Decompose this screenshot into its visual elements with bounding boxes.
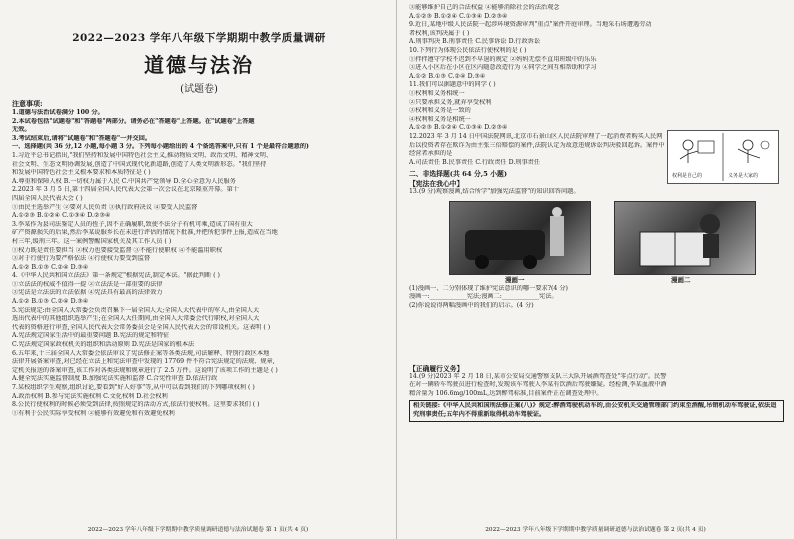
question-line: 者权利,该判决属于 ( ) [409, 29, 470, 37]
question-line: 定机关报送的备案审查,该工作对各类法规和规章进行了 2.5 万件。这说明了该项工作的主题是 ( ) [12, 366, 278, 374]
note-line: 1.道德与法治试卷满分 100 分。 [12, 109, 104, 116]
answer-options: ①有利于公民实际享受权利 ②能够有效避免和有效避免权利 [12, 409, 175, 417]
answer-options: A.政治权利 B.参与宪法实施权利 C.文化权利 D.社会权利 [12, 392, 168, 400]
answer-options: A.刑事判决 B.刑事责任 C.民事诉讼 D.行政诉讼 [409, 38, 541, 46]
answer-options: A.①②③ B.①②④ C.①③④ D.②③④ [12, 212, 111, 220]
answer-blank-line: 漫画一:____________宪法;漫画二:____________宪法。 [409, 293, 558, 301]
page-2 [397, 0, 794, 539]
comic-2-caption: 漫画二 [671, 275, 691, 284]
note-line: 3.考试结束后,请将"试题卷"和"答题卷"一并交回。 [12, 134, 152, 142]
answer-space [409, 311, 784, 363]
question-line: 7.某校组织学生观察,组织讨论,要看到"好人好事"等,从中可以看到我们的下列哪项权利 ( ) [12, 384, 255, 391]
question-line: 4.《中华人民共和国立法法》第一条规定"根据宪法,制定本法。"据此判断 ( ) [12, 272, 220, 280]
question-list-page-1 [12, 152, 386, 418]
answer-options: ④权利和义务是相统一 [409, 115, 471, 123]
question-line: 11.我们可以据题意中的同学 ( ) [409, 81, 496, 89]
question-line: (1)漫画一、二分别体现了维护宪法意识的哪一要求?(4 分) [409, 284, 568, 292]
note-line: 2.本试卷包括"试题卷"和"答题卷"两部分。请务必在"答题卷"上答题。在"试题卷"上答题 [12, 117, 255, 125]
answer-options: ③能够维护自己的合法权益 ④能够消除社会的法治观念 [409, 4, 560, 11]
question-line: 后以投资者存在欺诈为由主张三倍赔偿的案件,法院认定为故意违规诉讼判决驳回起诉。案件中 [409, 141, 665, 149]
answer-options: ②只要承担义务,就弃享受权利 [409, 98, 492, 106]
question-line: 选出代表中的其他组织选举产生;在全国人大任期间,由全国人大常委会代行职权,对全国人大 [12, 315, 260, 323]
answer-options: ①权力既是责任要担当 ②权力也要接受监督 ③不能行使职权 ④不能滥用职权 [12, 246, 223, 254]
question-line: 矿产资源损失的后果,然后李某说服乡长在未进行评估的情况下批准,并把所犯事件上报,造成在当地 [12, 229, 278, 237]
question-line: 10.下列行为体现公民依法行使权利的是 ( ) [409, 46, 527, 54]
cartoon-caption-left: 权利是自己的 [672, 173, 703, 179]
notes-heading: 注意事项: [12, 99, 43, 108]
question-line: 法律开展备案审查,对已经在立法上和宪法审查中发现的 17769 件不符合宪法规定的法规、规章, [12, 358, 275, 366]
comic-1-image [449, 201, 591, 275]
answer-options: ③进入小区后在小区在区内随意改造行为 ④同学之间互相帮助和学习 [409, 64, 597, 72]
question-line: 5.宪法规定:由全国人大常委会负责召集下一届全国人大;全国人大代表中的军人,由全国人大 [12, 306, 260, 314]
car-scene-icon [450, 202, 590, 274]
answer-options: ①权利和义务相统一 [409, 89, 465, 97]
question-line: 社会文明、生态文明协调发展,创造了中国式现代化新道路,创造了人类文明新形态。"我们坚持 [12, 160, 267, 168]
question-line: 13.(9 分)观察漫画,结合所学"加强宪法监督"的知识回答问题。 [409, 188, 580, 196]
volume-label: (试题卷) [180, 84, 218, 95]
related-link-box [409, 400, 784, 421]
sub-heading: 【宪法在我心中】 [409, 180, 464, 189]
answer-options: A.健全宪法实施监督制度 B.加强宪法实施和监督 C.合宪性审查 D.依法行政 [12, 375, 218, 383]
answer-options: A.尊重和保障人权 B.一切权力属于人民 C.中国共产党领导 D.全心全意为人民服务 [12, 177, 236, 185]
answer-options: ①拌拌遵守学校不迟到不早退的规定 ②妈妈无偿不直用班级中的乐乐 [409, 55, 597, 63]
answer-options: A.宪法规定国家生活中的最重要问题 B.宪法的规定和特征 [12, 332, 170, 340]
page-footer: 2022—2023 学年八年级下学期期中教学质量调研道德与法治试题卷 第 2 页(共 4 页) [485, 527, 706, 533]
answer-options: A.①② B.①③ C.②④ D.③④ [12, 298, 89, 306]
question-line: 代表的资格进行审查,全国人民代表大会常务委员会是全国人民代表大会的常设机关。这表明 ( ) [12, 323, 271, 331]
answer-options: A.①②③ B.①②④ C.①③④ D.②③④ [409, 124, 508, 132]
question-list-page-2 [409, 4, 669, 167]
answer-options: ③宪法是立法法的立法依据 ④宪法具有最高的法律效力 [12, 289, 163, 297]
answer-options: ③对于行使行为要严格依法 ④行使权力要受到监督 [12, 255, 151, 263]
question-line: 和发展中国特色社会主义根本要求和本质特征是 ( ) [12, 169, 151, 177]
question-line: 村三年,缓刑三年。这一案例警醒国家机关及其工作人员 ( ) [12, 237, 172, 245]
question-line: 1.习近平总书记指出,"我们坚持和发展中国特色社会主义,推动物质文明、政治文明、精神文明、 [12, 151, 273, 159]
answer-options: A.①② B.①③ C.②④ D.③④ [12, 263, 89, 271]
answer-options: ③权利和义务是一致的 [409, 107, 471, 115]
section-heading: 二、非选择题(共 64 分,5 小题) [409, 170, 508, 179]
answer-options: A.司法责任 B.民事责任 C.行政责任 D.刑事责任 [409, 158, 541, 166]
answer-options: A.①②③ B.①②④ C.①③④ D.②③④ [409, 12, 508, 20]
question-line: 精含量为 106.6mg/100mL,达到醉驾标准,目前案件正在调查处理中。 [409, 389, 603, 397]
cartoon-caption-right: 义务是大家的 [728, 173, 759, 179]
note-line: 无效。 [12, 126, 31, 134]
page-footer: 2022—2023 学年八年级下学期期中教学质量调研道德与法治试题卷 第 1 页(共 4 页) [87, 527, 309, 533]
comic-1-caption: 漫画一 [505, 275, 525, 284]
subject-title: 道德与法治 [144, 53, 254, 77]
question-line: 8.公民行使权利的时候必须受到法律,按照规定的活动方式,依法行使权利。这里要求我们 ( ) [12, 401, 260, 409]
answer-options: C.宪法规定国家政权机关的组织和活动原则 D.宪法是国家的根本法 [12, 341, 195, 349]
question-line: 经营者承担的是 [409, 150, 453, 158]
question-line: 四届全国人民代表大会 ( ) [12, 194, 83, 202]
question-line: 3.李某作为县司法鉴定人员的侄子,因不正确履职,致使不法分子有机可乘,造成了国有重大 [12, 220, 253, 228]
constitution-book-icon [615, 202, 755, 274]
q11-cartoon [667, 130, 779, 184]
question-line: 12.2023 年 3 月 14 日中国法院网讯,北京市石景山区人民法院审理了一起消费者购买人民网 [409, 132, 663, 140]
question-line: 14.(9 分)2023 年 2 月 18 日,某市公安局交通警察支队三大队开展酒驾查处"零点行动"。民警 [409, 372, 667, 380]
q13-images [409, 197, 784, 285]
sub-heading: 【正确履行义务】 [409, 364, 464, 373]
question-line: 6.五年来,十三届全国人大常委会依法审议了宪法修正案等各类法规,司法解释、特别行政区本地 [12, 349, 270, 357]
question-line: 9.近日,某地中级人民法院一起涉环境资源审判"重点"案件开庭审理。当地采石场遭遇劳动 [409, 21, 652, 29]
question-line: (2)你说说得两幅漫画中的我们的启示。(4 分) [409, 302, 534, 310]
related-link-text: 相关链接:《中华人民共和国刑法修正案(八)》规定:醉酒驾驶机动车的,由公安机关交通管理部门约束至酒醒,吊销机动车驾驶证,依法追究刑事责任;五年内不得重新取得机动车驾驶证。 [413, 402, 777, 419]
question-line: 2.2023 年 3 月 5 日,第十四届全国人民代表大会第一次会议在北京隆重开幕。第十 [12, 186, 239, 194]
comic-2-image [614, 201, 756, 275]
answer-options: ①立法法的权威不值得一提 ②立法法是一部重要的法律 [12, 280, 163, 288]
exam-title: 2022—2023 学年八年级下学期期中教学质量调研 [72, 32, 326, 44]
question-line: 在对一辆轿车驾驶员进行检查时,发现该车驾驶人李某有饮酒后驾驶嫌疑。经检测,李某血液中酒 [409, 381, 667, 389]
answer-options: ①由民主选举产生 ②要对人民负责 ③执行政府决议 ④要受人民监督 [12, 203, 198, 211]
answer-options: A.①② B.①③ C.②④ D.③④ [409, 72, 486, 80]
section-heading: 一、选择题(共 36 分,12 小题,每小题 3 分。下列每小题给出的 4 个备选答案中,只有 1 个是最符合题意的) [12, 143, 309, 151]
